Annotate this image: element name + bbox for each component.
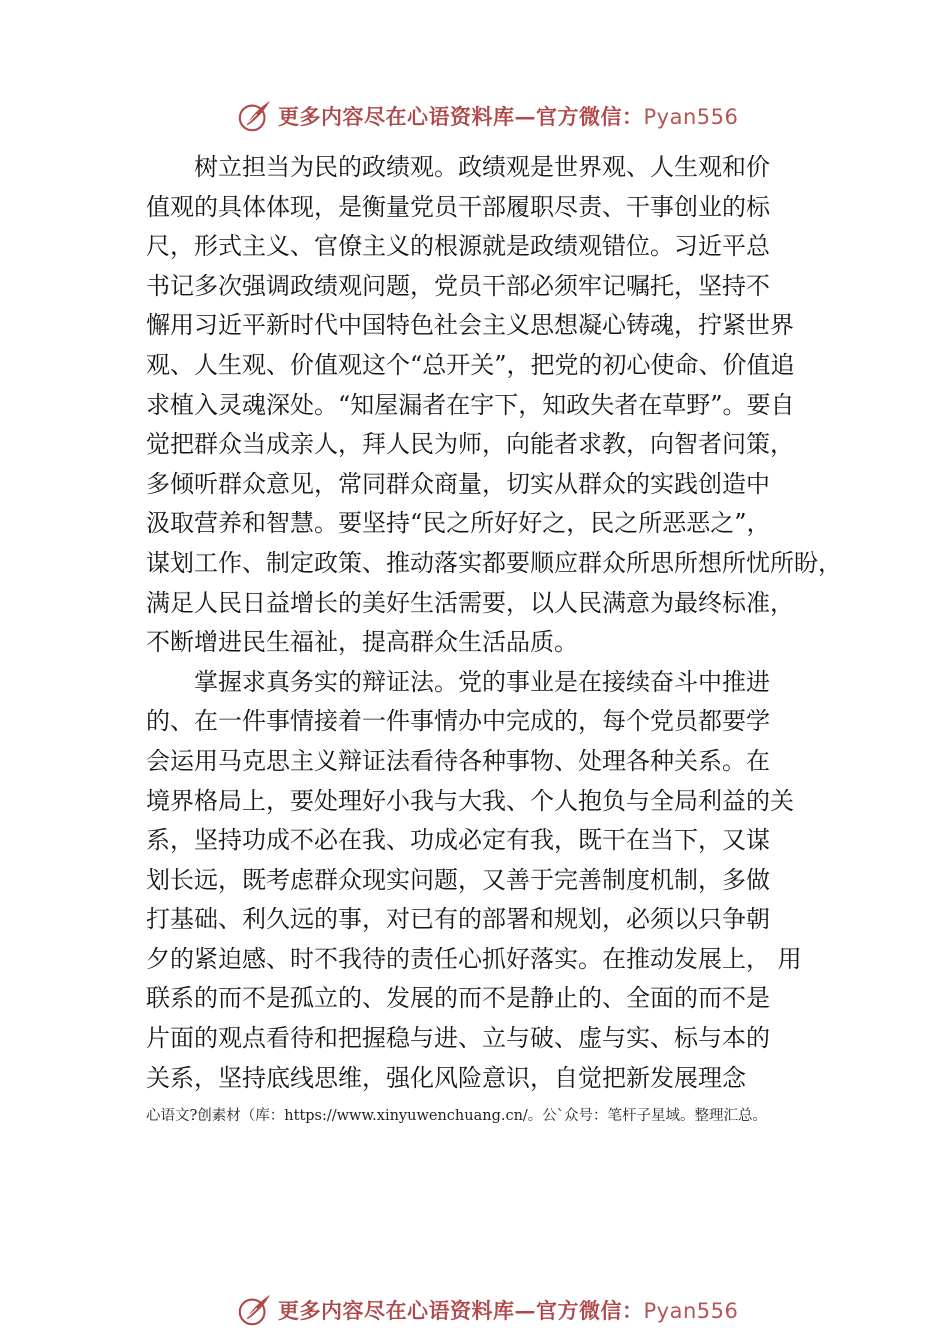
text-line: 的、在一件事情接着一件事情办中完成的，每个党员都要学 bbox=[146, 707, 770, 736]
wechat-id: Pyan556 bbox=[643, 105, 739, 129]
text-line: 谋划工作、制定政策、推动落实都要顺应群众所思所想所忧所盼， bbox=[146, 548, 842, 577]
article-body bbox=[146, 148, 842, 1098]
text-line: 划长远，既考虑群众现实问题，又善于完善制度机制，多做 bbox=[146, 865, 770, 894]
quill-logo-icon bbox=[236, 1291, 274, 1329]
text-line: 会运用马克思主义辩证法看待各种事物、处理各种关系。在 bbox=[146, 746, 770, 775]
text-line: 不断增进民生福祉，提高群众生活品质。 bbox=[146, 628, 578, 657]
text-line: 求植入灵魂深处。“知屋漏者在宇下，知政失者在草野”。要自 bbox=[146, 390, 795, 419]
text-line: 多倾听群众意见，常同群众商量，切实从群众的实践创造中 bbox=[146, 469, 770, 498]
text-line: 联系的而不是孤立的、发展的而不是静止的、全面的而不是 bbox=[146, 984, 770, 1013]
text-line: 满足人民日益增长的美好生活需要，以人民满意为最终标准， bbox=[146, 588, 794, 617]
text-line: 境界格局上，要处理好小我与大我、个人抱负与全局利益的关 bbox=[146, 786, 794, 815]
header-banner bbox=[236, 96, 738, 136]
wechat-id: Pyan556 bbox=[643, 1299, 739, 1323]
banner-text: 更多内容尽在心语资料库—官方微信：Pyan556 bbox=[278, 104, 739, 129]
source-note: 心语文?创素材（库：https://www.xinyuwenchuang.cn/。公`众号：笔杆子星域。整理汇总。 bbox=[146, 1108, 768, 1124]
footer-banner bbox=[236, 1290, 738, 1330]
banner-text: 更多内容尽在心语资料库—官方微信：Pyan556 bbox=[278, 1298, 739, 1323]
text-line: 汲取营养和智慧。要坚持“民之所好好之，民之所恶恶之”， bbox=[146, 509, 771, 538]
paragraph-1 bbox=[146, 148, 842, 663]
paragraph-2 bbox=[146, 663, 836, 1099]
quill-logo-icon bbox=[236, 97, 274, 135]
text-line: 值观的具体体现，是衡量党员干部履职尽责、干事创业的标 bbox=[146, 192, 770, 221]
text-line: 书记多次强调政绩观问题，党员干部必须牢记嘱托，坚持不 bbox=[146, 271, 770, 300]
text-line: 片面的观点看待和把握稳与进、立与破、虚与实、标与本的 bbox=[146, 1024, 770, 1053]
text-line: 观、人生观、价值观这个“总开关”，把党的初心使命、价值追 bbox=[146, 350, 795, 379]
text-line: 觉把群众当成亲人，拜人民为师，向能者求教，向智者问策， bbox=[146, 430, 794, 459]
text-line: 夕的紧迫感、时不我待的责任心抓好落实。在推动发展上， 用 bbox=[146, 944, 802, 973]
text-line: 关系，坚持底线思维，强化风险意识，自觉把新发展理念 bbox=[146, 1063, 746, 1092]
text-line: 树立担当为民的政绩观。政绩观是世界观、人生观和价 bbox=[146, 153, 770, 181]
text-line: 懈用习近平新时代中国特色社会主义思想凝心铸魂，拧紧世界 bbox=[146, 311, 794, 340]
text-line: 打基础、利久远的事，对已有的部署和规划，必须以只争朝 bbox=[146, 905, 770, 934]
text-line: 系，坚持功成不必在我、功成必定有我，既干在当下，又谋 bbox=[146, 826, 770, 855]
text-line: 掌握求真务实的辩证法。党的事业是在接续奋斗中推进 bbox=[146, 667, 770, 696]
text-line: 尺，形式主义、官僚主义的根源就是政绩观错位。习近平总 bbox=[146, 232, 770, 261]
